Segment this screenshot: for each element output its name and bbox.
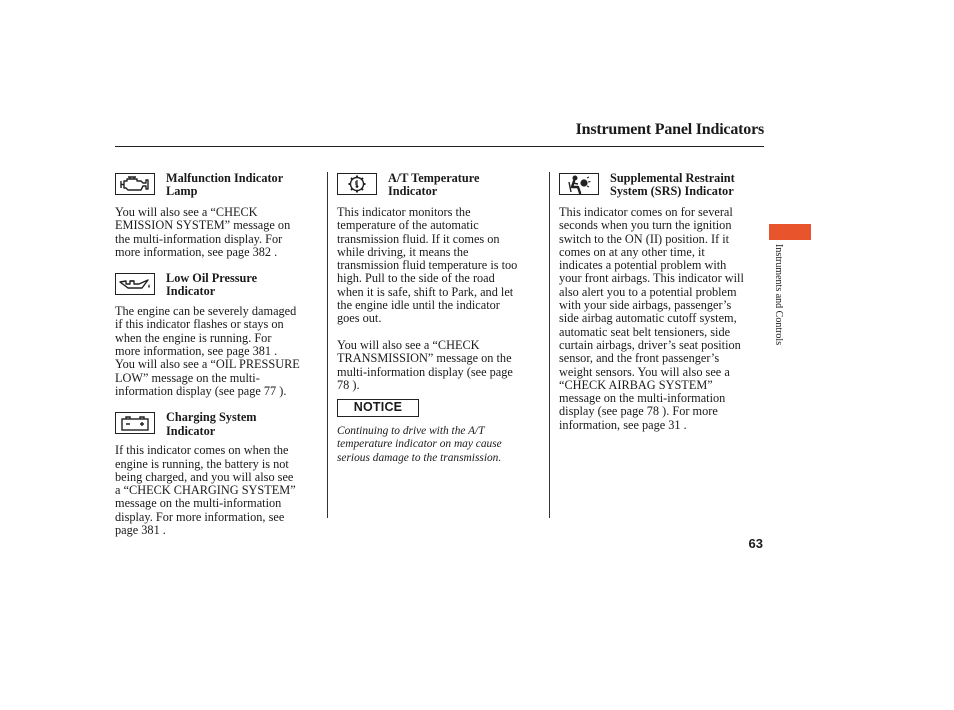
notice-text: Continuing to drive with the A/T temperature indicator on may cause serious damage to the transmission. bbox=[337, 425, 502, 464]
entry-body-secondary: You will also see a “CHECK TRANSMISSION” message on the multi-information display (see page 78 ). bbox=[337, 337, 513, 392]
srs-indicator-entry bbox=[559, 172, 765, 432]
entry-title: Malfunction Indicator Lamp bbox=[166, 171, 284, 199]
malfunction-indicator-entry bbox=[115, 172, 321, 259]
airbag-seated-person-icon bbox=[559, 173, 599, 195]
at-temperature-entry bbox=[337, 172, 543, 392]
title-rule bbox=[115, 146, 764, 147]
section-tab bbox=[769, 224, 811, 240]
entry-title: A/T Temperature Indicator bbox=[388, 171, 480, 199]
page-number: 63 bbox=[748, 536, 763, 551]
oil-can-icon bbox=[115, 273, 155, 295]
entry-title: Supplemental Restraint System (SRS) Indicator bbox=[610, 171, 735, 199]
entry-body: This indicator monitors the temperature of the automatic transmission fluid. If it comes on while driving, it means the transmission fluid temperature is too high. Pull to the side of the road when it is safe, shift to Park, and let the engine idle until the indicator goes out. bbox=[337, 205, 518, 326]
column-divider bbox=[327, 172, 328, 518]
page-title: Instrument Panel Indicators bbox=[575, 121, 764, 138]
entry-title: Low Oil Pressure Indicator bbox=[166, 271, 258, 299]
entry-title: Charging System Indicator bbox=[166, 410, 257, 438]
notice-badge: NOTICE bbox=[337, 399, 419, 417]
notice-block bbox=[337, 399, 543, 465]
entry-body: You will also see a “CHECK EMISSION SYSTEM” message on the multi-information display. For more information, see page 382 . bbox=[115, 205, 291, 259]
battery-icon bbox=[115, 412, 155, 434]
entry-body: The engine can be severely damaged if this indicator flashes or stays on when the engine is running. For more information, see page 381 . You will also see a “OIL PRESSURE LOW” message on the multi- information display (see page 77 ). bbox=[115, 304, 300, 398]
entry-body: If this indicator comes on when the engine is running, the battery is not being charged, and you will also see a “CHECK CHARGING SYSTEM” message on the multi-information display. For more information, see page 381 . bbox=[115, 443, 296, 538]
charging-system-entry bbox=[115, 411, 321, 537]
entry-body: This indicator comes on for several seconds when you turn the ignition switch to the ON (II) position. If it comes on at any other time, it indicates a potential problem with your front airbags. This indicator will also alert you to a potential problem with your side airbags, passenger’s side airbag automatic cutoff system, automatic seat belt tensioners, side curtain airbags, driver’s seat position sensor, and the front passenger’s weight sensors. You will also see a “CHECK AIRBAG SYSTEM” message on the multi-information display (see page 78 ). For more information, see page 31 . bbox=[559, 205, 744, 432]
column-divider bbox=[549, 172, 550, 518]
section-tab-label: Instruments and Controls bbox=[773, 244, 784, 346]
column-2 bbox=[337, 172, 543, 465]
low-oil-pressure-entry bbox=[115, 272, 321, 398]
transmission-temperature-icon bbox=[337, 173, 377, 195]
check-engine-icon bbox=[115, 173, 155, 195]
column-1 bbox=[115, 172, 321, 537]
column-3 bbox=[559, 172, 765, 432]
